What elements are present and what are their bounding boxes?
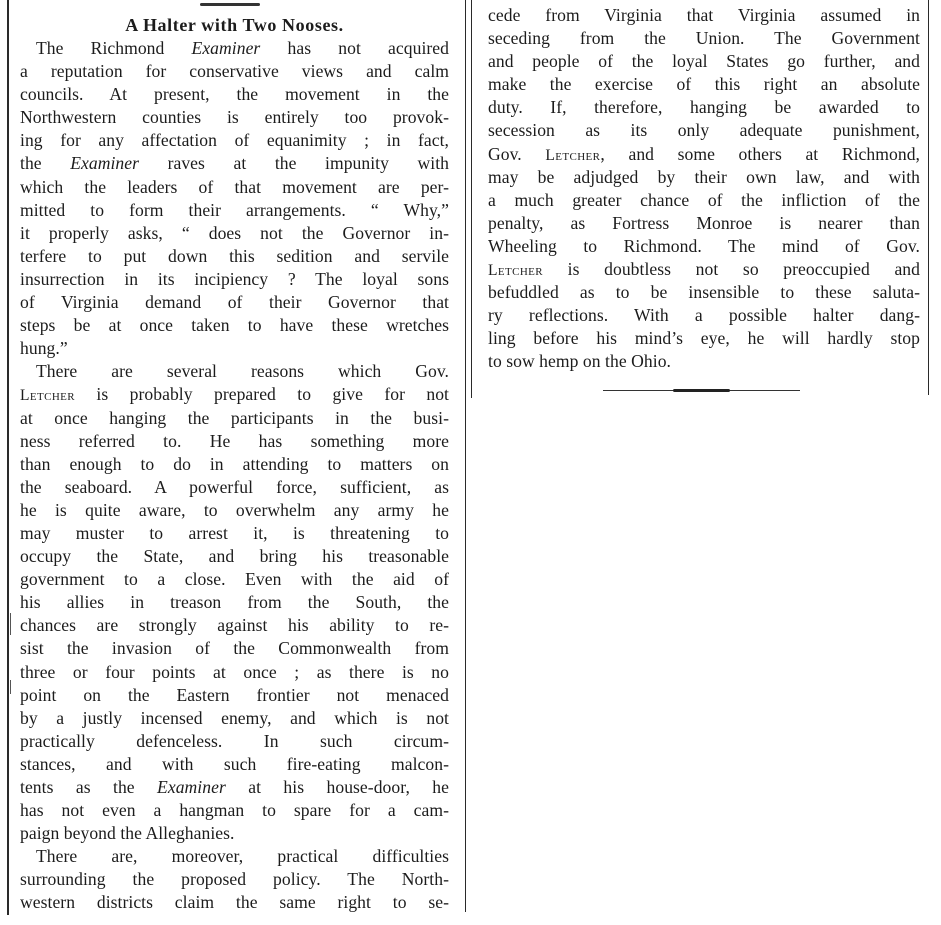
article-line: hung.” <box>20 338 68 359</box>
article-line: than enough to do in attending to matters on <box>20 453 449 474</box>
article-line: at once hanging the participants in the busi- <box>20 407 449 428</box>
article-line: chances are strongly against his ability to re- <box>20 615 449 636</box>
article-line: councils. At present, the movement in the <box>20 84 449 105</box>
article-line: may be adjudged by their own law, and with <box>488 166 920 187</box>
margin-mark <box>10 680 11 694</box>
article-line: may muster to arrest it, is threatening to <box>20 522 449 543</box>
article-line: stances, and with such fire-eating malcon- <box>20 753 449 774</box>
article-line: insurrection in its incipiency ? The loyal sons <box>20 268 449 289</box>
article-line: ling before his mind’s eye, he will hardly stop <box>488 328 920 349</box>
article-body-right <box>488 4 920 374</box>
article-line: Letcher is doubtless not so preoccupied and <box>488 259 920 280</box>
article-body-left <box>20 37 449 915</box>
article-line: duty. If, therefore, hanging be awarded to <box>488 97 920 118</box>
article-line: government to a close. Even with the aid of <box>20 569 449 590</box>
article-line: Northwestern counties is entirely too provok- <box>20 107 449 128</box>
article-line: There are, moreover, practical difficulties <box>36 846 449 867</box>
article-line: has not even a hangman to spare for a cam- <box>20 800 449 821</box>
article-line: terfere to put down this sedition and servile <box>20 245 449 266</box>
article-line: by a justly incensed enemy, and which is not <box>20 707 449 728</box>
article-line: Wheeling to Richmond. The mind of Gov. <box>488 235 920 256</box>
article-line: mitted to form their arrangements. “ Why,” <box>20 199 449 220</box>
article-line: three or four points at once ; as there is no <box>20 661 449 682</box>
article-line: occupy the State, and bring his treasonable <box>20 546 449 567</box>
article-line: western districts claim the same right to se- <box>20 892 449 913</box>
center-column-rule <box>465 0 466 912</box>
article-line: and people of the loyal States go further, and <box>488 51 920 72</box>
article-line: ing for any affectation of equanimity ; in fact, <box>20 130 449 151</box>
article-line: surrounding the proposed policy. The North- <box>20 869 449 890</box>
end-rule-ornament <box>673 389 730 392</box>
margin-mark <box>10 613 11 635</box>
article-end-rule <box>603 389 800 392</box>
article-headline: A Halter with Two Nooses. <box>125 15 344 35</box>
article-line: which the leaders of that movement are per- <box>20 176 449 197</box>
article-line: a much greater chance of the infliction of the <box>488 189 920 210</box>
article-line: penalty, as Fortress Monroe is nearer than <box>488 212 920 233</box>
article-line: ry reflections. With a possible halter dang- <box>488 305 920 326</box>
right-column-rule <box>928 0 929 395</box>
article-line: to sow hemp on the Ohio. <box>488 351 671 372</box>
article-line: the seaboard. A powerful force, sufficient, as <box>20 476 449 497</box>
article-column-right <box>488 4 920 374</box>
article-line: the Examiner raves at the impunity with <box>20 153 449 174</box>
article-line: seceding from the Union. The Government <box>488 28 920 49</box>
article-line: Letcher is probably prepared to give for not <box>20 384 449 405</box>
article-line: cede from Virginia that Virginia assumed in <box>488 5 920 25</box>
article-line: a reputation for conservative views and calm <box>20 61 449 82</box>
article-line: of Virginia demand of their Governor that <box>20 292 449 313</box>
article-line: he is quite aware, to overwhelm any army he <box>20 499 449 520</box>
article-line: his allies in treason from the South, the <box>20 592 449 613</box>
article-line: it properly asks, “ does not the Governor in- <box>20 222 449 243</box>
article-line: point on the Eastern frontier not menaced <box>20 684 449 705</box>
left-column-rule <box>7 0 9 915</box>
article-line: secession as its only adequate punishment, <box>488 120 920 141</box>
article-line: paign beyond the Alleghanies. <box>20 823 235 844</box>
article-line: The Richmond Examiner has not acquired <box>36 38 449 58</box>
article-line: Gov. Letcher, and some others at Richmond, <box>488 143 920 164</box>
article-line: There are several reasons which Gov. <box>36 361 449 382</box>
article-line: steps be at once taken to have these wretches <box>20 315 449 336</box>
article-line: sist the invasion of the Commonwealth from <box>20 638 449 659</box>
article-line: make the exercise of this right an absolute <box>488 74 920 95</box>
center-column-rule-inner <box>471 0 472 398</box>
article-column-left <box>20 0 449 915</box>
article-line: tents as the Examiner at his house-door, he <box>20 777 449 797</box>
article-line: ness referred to. He has something more <box>20 430 449 451</box>
article-line: befuddled as to be insensible to these saluta- <box>488 282 920 303</box>
article-line: practically defenceless. In such circum- <box>20 730 449 751</box>
